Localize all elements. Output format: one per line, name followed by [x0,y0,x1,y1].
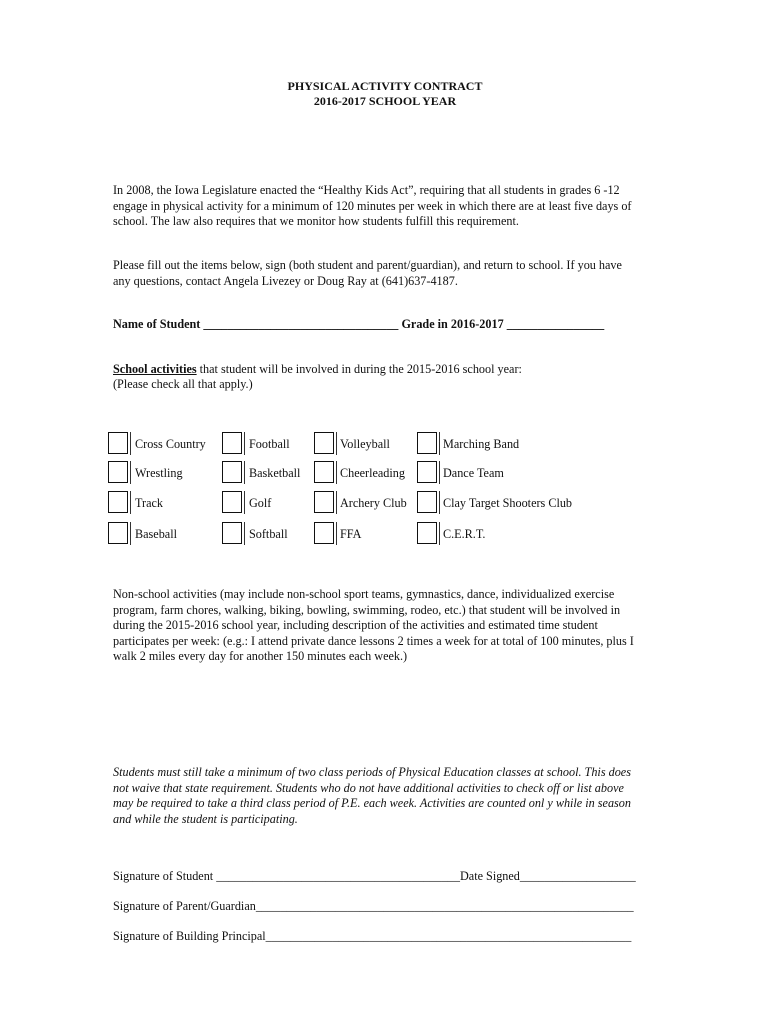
cell-divider [244,522,245,545]
cell-divider [130,461,131,484]
signature-principal-line[interactable]: Signature of Building Principal____________________________________________________________ [113,929,632,943]
activity-label: Golf [249,496,272,510]
instructions-paragraph [113,258,658,289]
grade-field[interactable]: ________________ [506,317,605,331]
school-activities-heading [113,362,522,378]
name-field[interactable]: ________________________________ [203,317,399,331]
cell-divider [336,522,337,545]
notice-line: may be required to take a third class period of P.E. each week. Activities are counted onl y while in season [113,796,631,810]
checkbox-cert[interactable] [417,522,437,544]
notice-line: and while the student is participating. [113,811,298,826]
non-school-activities [113,587,658,665]
checkbox-wrestling[interactable] [108,461,128,483]
school-activities-note: (Please check all that apply.) [113,377,253,391]
cell-divider [336,432,337,455]
activity-label: Football [249,437,290,451]
intro-paragraph [113,183,658,230]
grade-label: Grade in 2016-2017 [401,317,504,331]
cell-divider [439,522,440,545]
cell-divider [244,432,245,455]
non-school-line: program, farm chores, walking, biking, bowling, swimming, rodeo, etc.) that student will be involved in [113,602,621,617]
checkbox-marching-band[interactable] [417,432,437,454]
activity-label: Track [135,496,163,510]
cell-divider [336,491,337,514]
signature-parent-line[interactable]: Signature of Parent/Guardian______________________________________________________________ [113,899,634,913]
activity-label: Cross Country [135,437,206,451]
cell-divider [130,432,131,455]
activity-label: Softball [249,527,288,541]
activity-label: Dance Team [443,466,504,480]
signature-student-line[interactable]: Signature of Student ________________________________________Date Signed___________________ [113,869,636,883]
activity-label: C.E.R.T. [443,527,486,541]
checkbox-basketball[interactable] [222,461,242,483]
cell-divider [336,461,337,484]
school-activities-title: School activities [113,362,197,376]
checkbox-clay-target-shooters-club[interactable] [417,491,437,513]
checkbox-archery-club[interactable] [314,491,334,513]
checkbox-cross-country[interactable] [108,432,128,454]
activity-label: Clay Target Shooters Club [443,496,573,510]
checkbox-softball[interactable] [222,522,242,544]
name-grade-line [113,317,604,333]
school-activities-desc: that student will be involved in during the 2015-2016 school year: [196,362,522,376]
checkbox-volleyball[interactable] [314,432,334,454]
activity-label: FFA [340,527,362,541]
checkbox-track[interactable] [108,491,128,513]
activity-label: Basketball [249,466,301,480]
intro-line: engage in physical activity for a minimum of 120 minutes per week in which there are at least five days of [113,198,632,213]
cell-divider [244,461,245,484]
non-school-line: during the 2015-2016 school year, including description of the activities and estimated time student [113,618,598,632]
intro-line: school. The law also requires that we monitor how students fulfill this requirement. [113,214,519,228]
cell-divider [439,461,440,484]
checkbox-golf[interactable] [222,491,242,513]
activity-label: Marching Band [443,437,520,451]
cell-divider [244,491,245,514]
activity-label: Archery Club [340,496,407,510]
pe-notice [113,765,658,827]
page-subtitle: 2016-2017 SCHOOL YEAR [313,94,457,108]
cell-divider [130,522,131,545]
cell-divider [439,432,440,455]
intro-line: In 2008, the Iowa Legislature enacted the “Healthy Kids Act”, requiring that all students in grades 6 -12 [113,183,620,197]
checkbox-baseball[interactable] [108,522,128,544]
page-title: PHYSICAL ACTIVITY CONTRACT [287,79,483,93]
activity-label: Cheerleading [340,466,405,480]
instructions-line: any questions, contact Angela Livezey or Doug Ray at (641)637-4187. [113,273,458,288]
non-school-line: walk 2 miles every day for another 150 minutes each week.) [113,649,408,663]
name-label: Name of Student [113,317,201,331]
checkbox-ffa[interactable] [314,522,334,544]
checkbox-football[interactable] [222,432,242,454]
cell-divider [439,491,440,514]
cell-divider [130,491,131,514]
checkbox-dance-team[interactable] [417,461,437,483]
activity-label: Baseball [135,527,177,541]
notice-line: Students must still take a minimum of two class periods of Physical Education classes at school. This does [113,765,631,779]
checkbox-cheerleading[interactable] [314,461,334,483]
activity-label: Wrestling [135,466,183,480]
instructions-line: Please fill out the items below, sign (both student and parent/guardian), and return to school. If you have [113,258,622,272]
non-school-line: participates per week: (e.g.: I attend private dance lessons 2 times a week for at total of 100 minutes, plus I [113,633,634,648]
notice-line: not waive that state requirement. Students who do not have additional activities to check off or list above [113,780,624,795]
activity-label: Volleyball [340,437,390,451]
non-school-line: Non-school activities (may include non-school sport teams, gymnastics, dance, individualized exercise [113,587,615,601]
